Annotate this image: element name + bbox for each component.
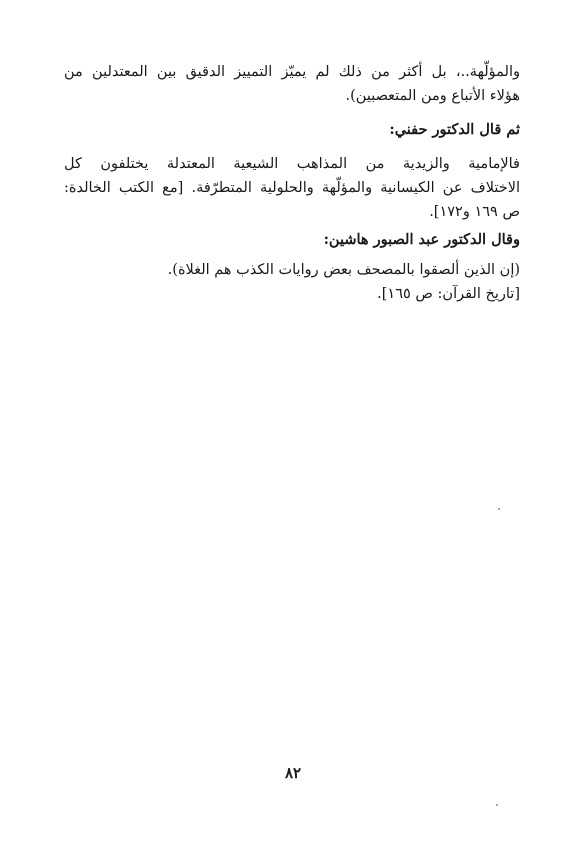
- paragraph-3-line-2: [تاريخ القرآن: ص ١٦٥].: [377, 286, 520, 302]
- page-number: ٨٢: [284, 764, 302, 782]
- heading-hefni: ثم قال الدكتور حفني:: [389, 121, 520, 138]
- paragraph-1-line-2: هؤلاء الأتباع ومن المتعصبين).: [345, 88, 520, 104]
- paragraph-1-line-1: والمؤلّهة..، بل أكثر من ذلك لم يميّز التمييز الدقيق بين المعتدلين من: [64, 64, 520, 80]
- paragraph-2-line-1: فالإمامية والزيدية من المذاهب الشيعية المعتدلة يختلفون كل: [64, 156, 520, 172]
- paragraph-2-line-3: ص ١٦٩ و١٧٢].: [429, 204, 520, 220]
- paragraph-2-line-2: الاختلاف عن الكيسانية والمؤلّهة والحلولية المتطرّفة. [مع الكتب الخالدة:: [64, 180, 520, 196]
- scan-speck: [498, 508, 500, 510]
- scan-speck: [496, 804, 498, 806]
- heading-hashin: وقال الدكتور عبد الصبور هاشين:: [323, 231, 520, 248]
- paragraph-3-line-1: (إن الذين ألصقوا بالمصحف بعض روايات الكذب هم الغلاة).: [167, 262, 520, 278]
